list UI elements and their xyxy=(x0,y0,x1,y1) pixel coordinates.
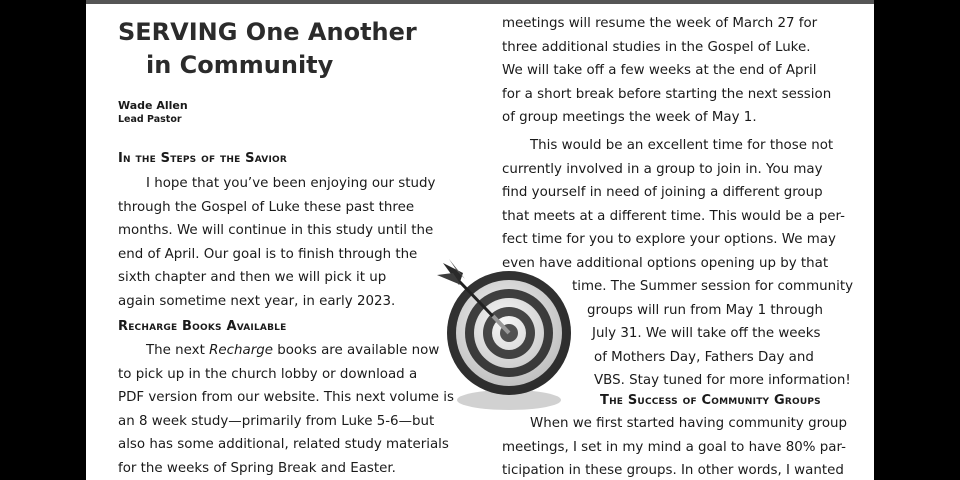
text-line: We will take off a few weeks at the end of April xyxy=(502,63,817,78)
top-rule xyxy=(86,0,874,4)
text-line: currently involved in a group to join in. You may xyxy=(502,161,823,177)
text-line: time. The Summer session for community xyxy=(572,279,854,294)
paragraph-recharge xyxy=(118,339,454,480)
recharge-title-italic: Recharge xyxy=(209,343,273,358)
text-line-recharge-1 xyxy=(118,339,454,363)
paragraph-steps xyxy=(118,172,435,313)
recharge-line-text: The next Recharge books are available now xyxy=(146,343,440,358)
paragraph-success xyxy=(502,412,847,480)
title-line-2: in Community xyxy=(146,51,334,79)
text-line: VBS. Stay tuned for more information! xyxy=(594,373,851,388)
text-line: July 31. We will take off the weeks xyxy=(592,326,821,341)
title-line-1: SERVING One Another xyxy=(118,18,417,46)
text-line: for a short break before starting the next session xyxy=(502,86,832,102)
text-line: sixth chapter and then we will pick it up xyxy=(118,270,387,285)
text-line: end of April. Our goal is to finish through the xyxy=(118,246,418,262)
heading-success: The Success of Community Groups xyxy=(600,393,821,408)
heading-recharge: Recharge Books Available xyxy=(118,319,287,334)
text-line: an 8 week study—primarily from Luke 5-6—but xyxy=(118,413,435,429)
text-line: to pick up in the church lobby or download a xyxy=(118,366,418,382)
text-line: When we first started having community group xyxy=(530,416,848,431)
text-line: three additional studies in the Gospel of Luke. xyxy=(502,39,811,55)
text-line: of Mothers Day, Fathers Day and xyxy=(594,349,814,365)
newsletter-page xyxy=(86,0,874,480)
target-dart-icon xyxy=(431,255,571,415)
text-line: also has some additional, related study materials xyxy=(118,437,449,452)
text-line: months. We will continue in this study until the xyxy=(118,223,434,238)
author-role: Lead Pastor xyxy=(118,114,182,125)
heading-steps: In the Steps of the Savior xyxy=(118,151,287,166)
text-line: through the Gospel of Luke these past three xyxy=(118,199,415,215)
author-name: Wade Allen xyxy=(118,99,188,112)
text-line: groups will run from May 1 through xyxy=(587,302,823,318)
text-line: find yourself in need of joining a different group xyxy=(502,185,823,200)
text-line: that meets at a different time. This would be a per- xyxy=(502,208,845,224)
text-line: even have additional options opening up by that xyxy=(502,255,829,271)
text-line: again sometime next year, in early 2023. xyxy=(118,293,396,309)
text-line: meetings will resume the week of March 27 for xyxy=(502,16,818,31)
text-line: I hope that you’ve been enjoying our study xyxy=(146,176,436,191)
text-line: for the weeks of Spring Break and Easter. xyxy=(118,460,396,476)
text-line: This would be an excellent time for those not xyxy=(530,138,834,153)
article-title xyxy=(118,16,417,82)
text-line: of group meetings the week of May 1. xyxy=(502,110,757,125)
text-line: fect time for you to explore your options. We may xyxy=(502,232,836,247)
text-line: PDF version from our website. This next volume is xyxy=(118,390,454,405)
paragraph-meetings xyxy=(502,12,831,130)
text-line: ticipation in these groups. In other words, I wanted xyxy=(502,463,844,478)
text-line: meetings, I set in my mind a goal to have 80% par- xyxy=(502,439,846,455)
